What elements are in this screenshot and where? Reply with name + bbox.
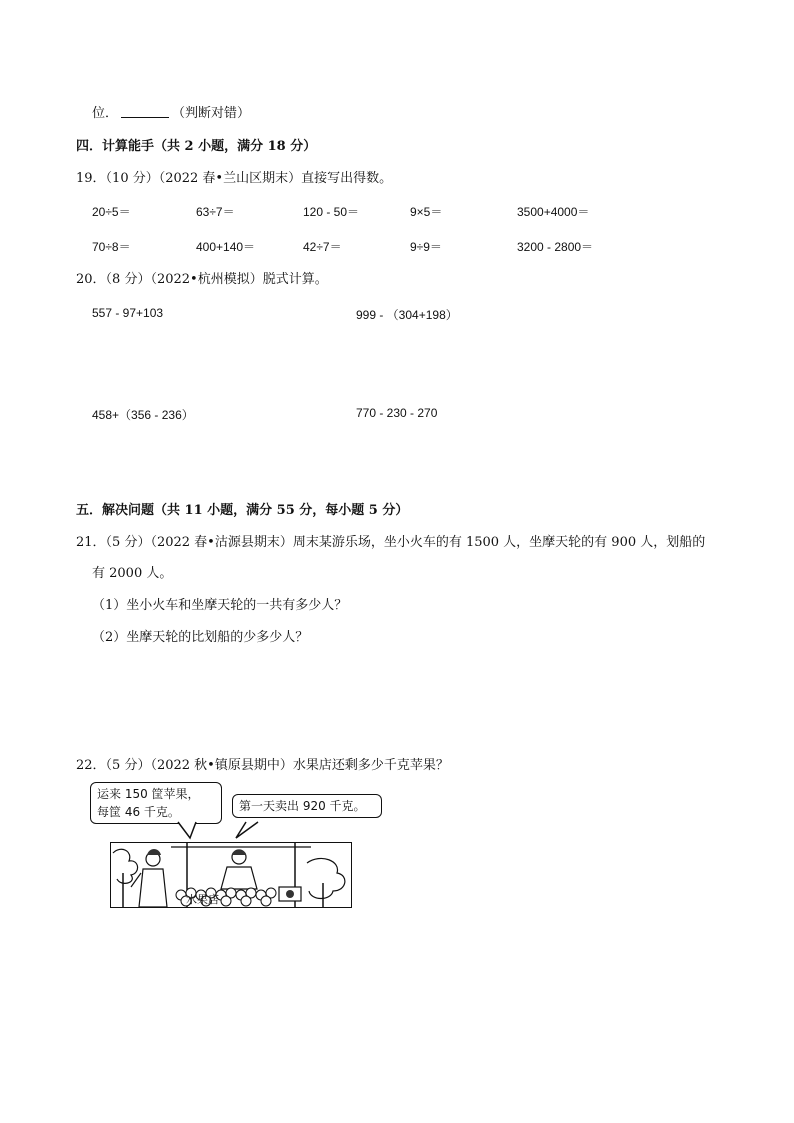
q20-heading: 20．（8 分）（2022•杭州模拟）脱式计算。 — [76, 272, 328, 287]
section-5-title: 五．解决问题（共 11 小题，满分 55 分，每小题 5 分） — [76, 503, 409, 518]
shop-scene-drawing — [111, 843, 351, 907]
q20-item-4: 770 - 230 - 270 — [356, 406, 438, 420]
q19-r1-c3: 120 - 50＝ — [303, 205, 360, 219]
q18-prefix: 位． — [92, 106, 119, 121]
q19-r1-c4: 9×5＝ — [410, 205, 443, 219]
q19-r2-c5: 3200 - 2800＝ — [517, 240, 594, 254]
q19-r1-c5: 3500+4000＝ — [517, 205, 590, 219]
q19-r2-c2: 400+140＝ — [196, 240, 256, 254]
q19-r2-c1: 70÷8＝ — [92, 240, 131, 254]
q19-heading: 19．（10 分）（2022 春•兰山区期末）直接写出得数。 — [76, 171, 393, 186]
q18-answer-line — [92, 105, 250, 122]
bubble-left-line-1: 运来 150 筐苹果， — [97, 787, 200, 801]
illustration-caption: 水果店 — [186, 893, 219, 906]
q22-heading: 22．（5 分）（2022 秋•镇原县期中）水果店还剩多少千克苹果？ — [76, 758, 449, 773]
q19-r1-c2: 63÷7＝ — [196, 205, 235, 219]
q20-item-3: 458+（356 - 236） — [92, 408, 194, 422]
q21-line-2: 有 2000 人。 — [92, 566, 173, 581]
bubble-right-text: 第一天卖出 920 千克。 — [239, 799, 366, 813]
section-4-title: 四．计算能手（共 2 小题，满分 18 分） — [76, 139, 317, 154]
bubble-left-line-2: 每筐 46 千克。 — [97, 805, 180, 819]
shop-scene — [110, 842, 352, 908]
q19-r1-c1: 20÷5＝ — [92, 205, 131, 219]
fruit-shop-illustration — [86, 782, 392, 904]
q21-sub-question-1: （1）坐小火车和坐摩天轮的一共有多少人？ — [92, 598, 348, 613]
q20-item-2: 999 - （304+198） — [356, 308, 458, 322]
q19-r2-c3: 42÷7＝ — [303, 240, 342, 254]
answer-blank[interactable] — [121, 105, 169, 118]
q19-r2-c4: 9÷9＝ — [410, 240, 442, 254]
q21-line-1: 21．（5 分）（2022 春•沽源县期末）周末某游乐场，坐小火车的有 1500 人，坐摩天轮的有 900 人，划船的 — [76, 535, 706, 550]
q20-item-1: 557 - 97+103 — [92, 306, 164, 320]
q18-suffix: （判断对错） — [172, 106, 251, 121]
q21-sub-question-2: （2）坐摩天轮的比划船的少多少人？ — [92, 630, 309, 645]
